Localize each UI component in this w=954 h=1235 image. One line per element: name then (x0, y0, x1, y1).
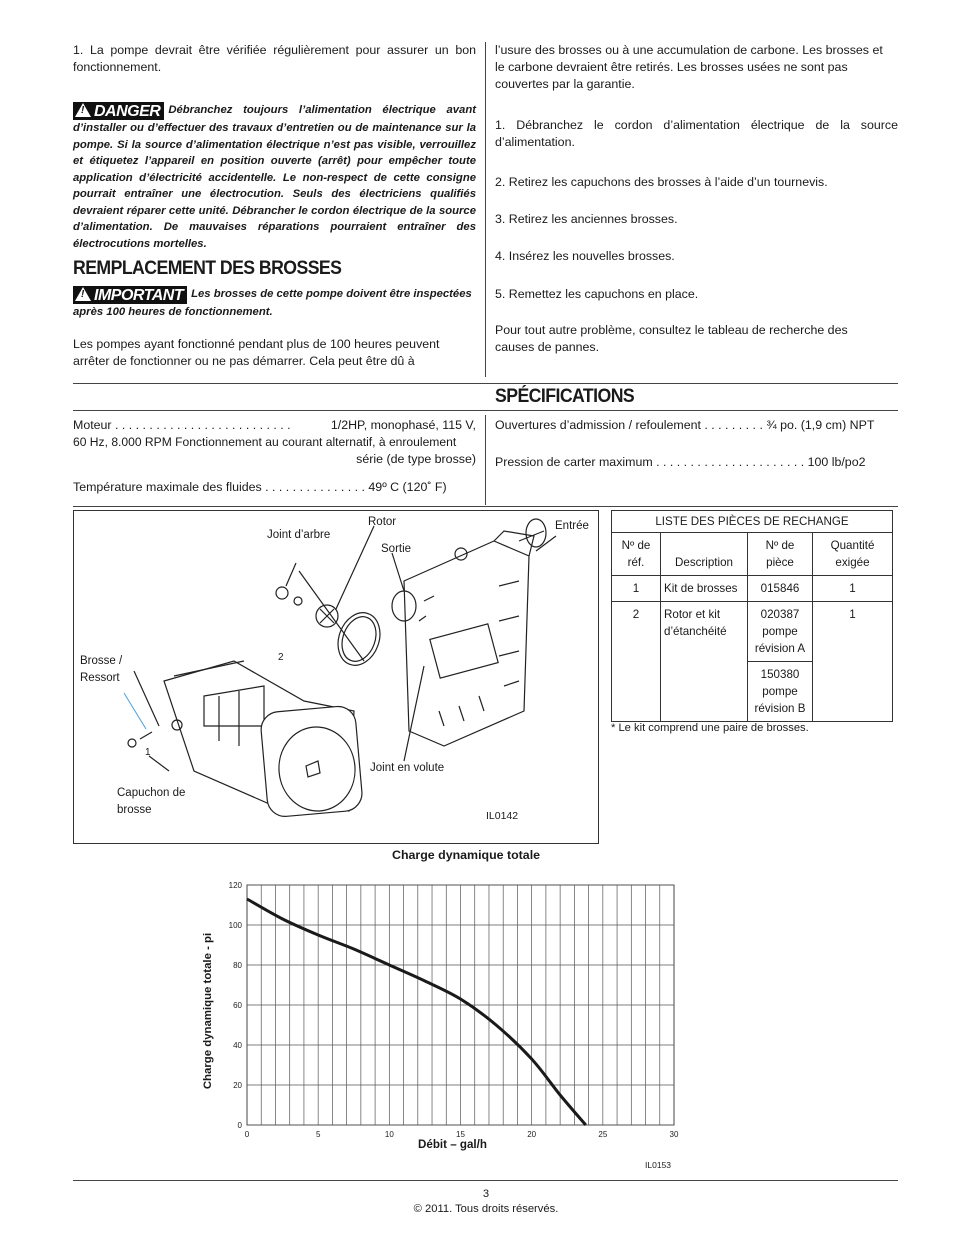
specs-bottom-rule (73, 506, 898, 507)
important-notice (73, 286, 476, 321)
performance-chart (225, 875, 685, 1155)
exploded-diagram (73, 510, 599, 844)
column-divider (485, 42, 486, 377)
series-line (247, 899, 586, 1125)
x-tick-label: 0 (244, 1130, 250, 1139)
warning-triangle-icon (75, 287, 91, 301)
spec-motor-value-1: 1/2HP, monophasé, 115 V, (330, 418, 476, 432)
step-5: 5. Remettez les capuchons en place. (495, 287, 699, 301)
step-1: 1. Débranchez le cordon d’alimentation électrique de la source d’alimentation. (495, 118, 898, 149)
step-4: 4. Insérez les nouvelles brosses. (495, 249, 675, 263)
specs-heading-rule (73, 410, 898, 411)
y-tick-label: 100 (228, 921, 242, 930)
footer-rule (73, 1180, 898, 1181)
header-part: Nº de pièce (748, 533, 813, 576)
label-joint-arbre: Joint d’arbre (267, 529, 331, 541)
chart-ylabel: Charge dynamique totale - pi (202, 932, 214, 1090)
spec-motor (73, 417, 476, 468)
spec-motor-value-3: série (de type brosse) (356, 452, 476, 466)
parts-table (611, 510, 893, 722)
label-joint-volute: Joint en volute (370, 762, 445, 774)
label-ref-2: 2 (278, 652, 284, 663)
parts-footnote: * Le kit comprend une paire de brosses. (611, 722, 809, 734)
x-tick-label: 10 (384, 1130, 394, 1139)
specs-title: SPÉCIFICATIONS (495, 386, 635, 407)
spec-ports: Ouvertures d’admission / refoulement . . . . . . . . . ¾ po. (1,9 cm) NPT (495, 418, 875, 432)
header-qty: Quantité exigée (813, 533, 893, 576)
table-row: 2 Rotor et kit d’étanchéité 020387 pompe révision A 1 (612, 602, 893, 662)
chart-ticks (229, 881, 679, 1139)
label-capuchon: Capuchon de brosse (117, 787, 186, 816)
maintenance-item-1-text: 1. La pompe devrait être vérifiée régulièrement pour assurer un bon fonctionnement. (73, 43, 476, 74)
chart-xlabel: Débit – gal/h (418, 1138, 487, 1151)
header-description: Description (661, 533, 748, 576)
brush-paragraph: Les pompes ayant fonctionné pendant plus de 100 heures peuvent arrêter de fonctionner ou ne pas démarrer. Cela peut être dû à (73, 337, 440, 368)
step-3: 3. Retirez les anciennes brosses. (495, 212, 678, 226)
table-row: 150380 pompe révision B (612, 662, 893, 722)
chart-grid (247, 885, 674, 1125)
brush-paragraph-continued: l’usure des brosses ou à une accumulation de carbone. Les brosses et le carbone devraient être retirés. Les brosses usées ne sont pas couvertes par la garantie. (495, 43, 883, 91)
spec-temperature: Température maximale des fluides . . . . . . . . . . . . . . . 49º C (120˚ F) (73, 480, 447, 494)
label-il0142: IL0142 (486, 810, 519, 822)
maintenance-item-1 (73, 42, 476, 76)
spec-pressure: Pression de carter maximum . . . . . . . . . . . . . . . . . . . . . . 100 lb/po2 (495, 455, 866, 469)
y-tick-label: 120 (228, 881, 242, 890)
x-tick-label: 15 (456, 1130, 465, 1139)
spec-motor-label: Moteur . . . . . . . . . . . . . . . . . . . . . . . . . . (73, 418, 291, 432)
y-tick-label: 0 (237, 1121, 242, 1130)
y-tick-label: 60 (233, 1001, 242, 1010)
section-heading-brush-replacement: REMPLACEMENT DES BROSSES (73, 258, 342, 279)
chart-title: Charge dynamique totale (392, 848, 541, 862)
y-tick-label: 80 (233, 961, 242, 970)
y-tick-label: 40 (233, 1041, 242, 1050)
header-ref: Nº de réf. (612, 533, 661, 576)
parts-table-title: LISTE DES PIÈCES DE RECHANGE (612, 511, 893, 533)
spec-motor-value-2: 60 Hz, 8.000 RPM Fonctionnement au courant alternatif, à enroulement (73, 435, 457, 449)
warning-triangle-icon (75, 103, 91, 117)
x-tick-label: 25 (598, 1130, 608, 1139)
label-rotor: Rotor (368, 516, 397, 528)
chart-il0153: IL0153 (645, 1160, 671, 1170)
important-text: Les brosses de cette pompe doivent être inspectées après 100 heures de fonctionnement. (73, 288, 472, 318)
step-2: 2. Retirez les capuchons des brosses à l’aide d’un tournevis. (495, 175, 828, 189)
danger-warning (73, 102, 476, 252)
page-number: 3 (482, 1188, 490, 1200)
specs-divider (485, 415, 486, 505)
specs-top-rule (73, 383, 898, 384)
x-tick-label: 20 (527, 1130, 537, 1139)
label-sortie: Sortie (381, 543, 412, 555)
x-tick-label: 30 (669, 1130, 679, 1139)
danger-badge: !DANGER (73, 102, 164, 120)
danger-text: Débranchez toujours l’alimentation électrique avant d’installer ou d’effectuer des travaux d’entretien ou de maintenance sur la pompe. Si la source d’alimentation électrique n’est pas visible, verrouillez et étiquetez l’appareil en position ouverte (arrêt) pour empêcher toute application d’électricité accidentelle. Le non-respect de cette consigne pourrait entraîner une électrocution. Seuls des électriciens qualifiés devraient réparer cette unité. Débrancher le cordon électrique de la source d’alimentation. De mauvaises réparations pourraient entraîner des électrocutions mortelles. (73, 104, 476, 250)
table-row: 1 Kit de brosses 015846 1 (612, 576, 893, 602)
label-brosse: Brosse / Ressort (80, 655, 123, 684)
troubleshooting-note: Pour tout autre problème, consultez le tableau de recherche des causes de pannes. (495, 323, 848, 354)
copyright: © 2011. Tous droits réservés. (413, 1203, 559, 1215)
important-badge: !IMPORTANT (73, 286, 187, 304)
x-tick-label: 5 (315, 1130, 321, 1139)
label-ref-1: 1 (145, 747, 151, 758)
y-tick-label: 20 (233, 1081, 242, 1090)
label-entree: Entrée (555, 520, 589, 532)
